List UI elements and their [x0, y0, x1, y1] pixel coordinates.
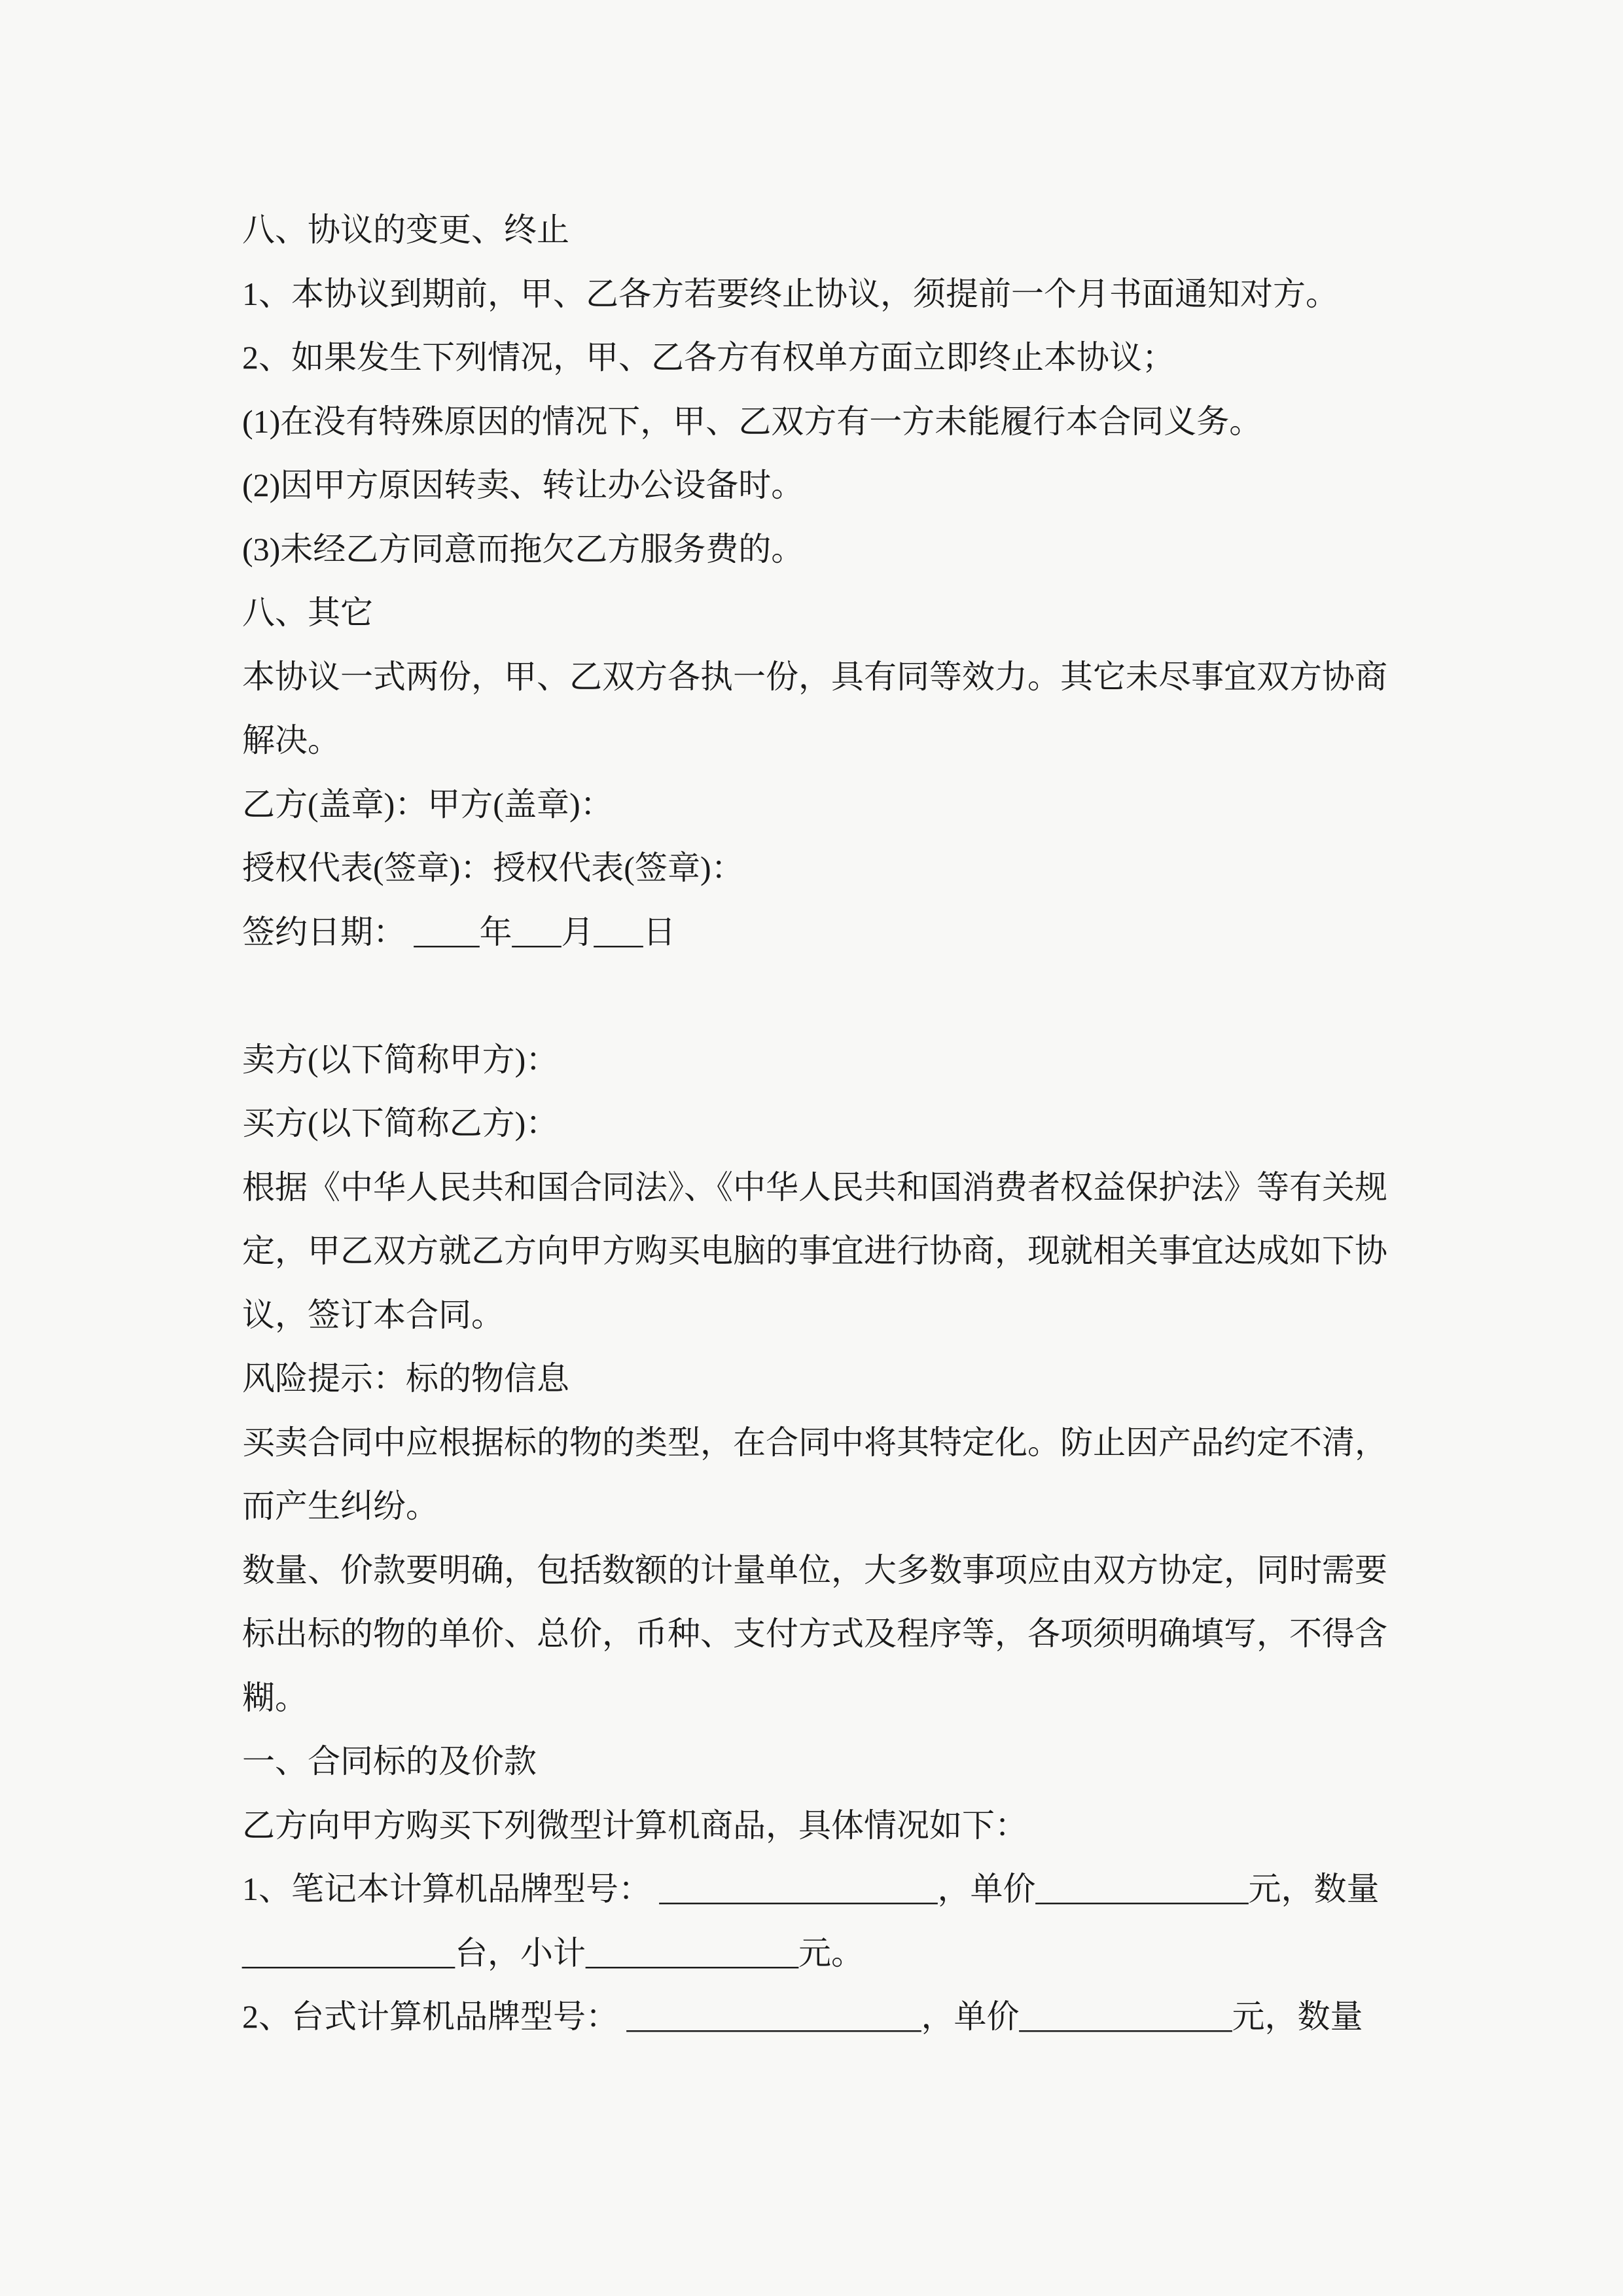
- document-line: 解决。: [242, 722, 340, 759]
- document-line: 2、如果发生下列情况，甲、乙各方有权单方面立即终止本协议；: [242, 339, 1175, 376]
- document-line: 定，甲乙双方就乙方向甲方购买电脑的事宜进行协商，现就相关事宜达成如下协: [242, 1232, 1387, 1269]
- document-line: (2)因甲方原因转卖、转让办公设备时。: [242, 467, 804, 503]
- document-line: 买方(以下简称乙方)：: [242, 1105, 559, 1141]
- contract-text-block: [242, 198, 1427, 2049]
- document-line: 1、笔记本计算机品牌型号： _________________，单价_____________元，数量: [242, 1871, 1380, 1907]
- document-line: 1、本协议到期前，甲、乙各方若要终止协议，须提前一个月书面通知对方。: [242, 275, 1338, 312]
- document-line: 授权代表(签章)：授权代表(签章)：: [242, 850, 744, 886]
- document-line: 糊。: [242, 1679, 308, 1716]
- document-line: 买卖合同中应根据标的物的类型，在合同中将其特定化。防止因产品约定不清，: [242, 1424, 1387, 1461]
- document-line: 根据《中华人民共和国合同法》、《中华人民共和国消费者权益保护法》等有关规: [242, 1168, 1387, 1206]
- document-line: 签约日期： ____年___月___日: [242, 913, 676, 950]
- document-line: 一、合同标的及价款: [242, 1743, 537, 1780]
- document-line: 乙方(盖章)：甲方(盖章)：: [242, 785, 613, 823]
- document-line: 风险提示：标的物信息: [242, 1360, 569, 1397]
- document-line: 标出标的物的单价、总价，币种、支付方式及程序等，各项须明确填写，不得含: [242, 1615, 1387, 1652]
- document-line: _____________台，小计_____________元。: [242, 1934, 864, 1971]
- document-line: 本协议一式两份，甲、乙双方各执一份，具有同等效力。其它未尽事宜双方协商: [242, 658, 1387, 695]
- document-line: 而产生纠纷。: [242, 1488, 438, 1524]
- document-line: 乙方向甲方购买下列微型计算机商品，具体情况如下：: [242, 1806, 1027, 1844]
- document-line: (3)未经乙方同意而拖欠乙方服务费的。: [242, 530, 804, 567]
- document-line: 八、协议的变更、终止: [242, 211, 569, 248]
- document-line: (1)在没有特殊原因的情况下，甲、乙双方有一方未能履行本合同义务。: [242, 403, 1262, 440]
- document-line: 2、台式计算机品牌型号： __________________，单价_____________元，数量: [242, 1998, 1363, 2035]
- document-line: 议，签订本合同。: [242, 1296, 504, 1333]
- document-line: 数量、价款要明确，包括数额的计量单位，大多数事项应由双方协定，同时需要: [242, 1551, 1387, 1588]
- blank-line: [242, 964, 1427, 1028]
- document-line: 卖方(以下简称甲方)：: [242, 1041, 559, 1078]
- document-line: 八、其它: [242, 594, 373, 631]
